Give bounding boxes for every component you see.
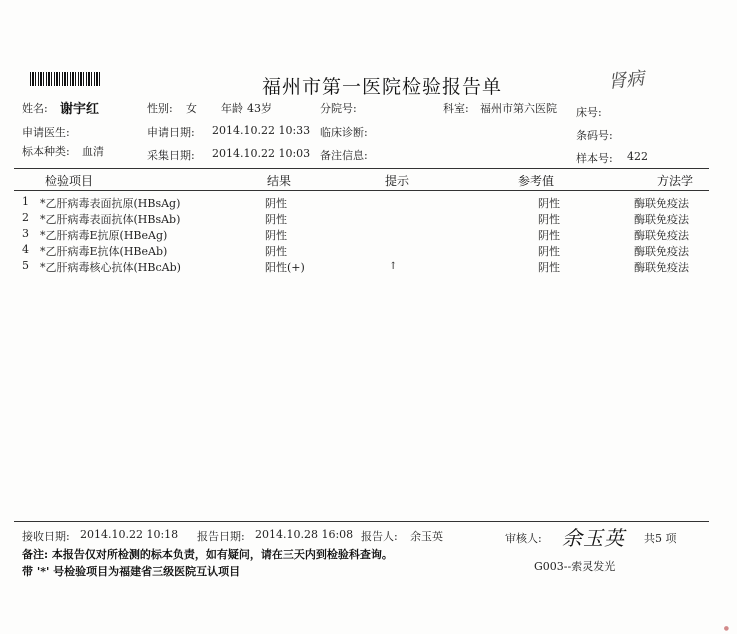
handwritten-note: 肾病 [607, 68, 646, 93]
row-method: 酶联免疫法 [634, 229, 689, 242]
collect-date: 2014.10.22 10:03 [212, 147, 311, 160]
row-item: *乙肝病毒核心抗体(HBcAb) [40, 261, 181, 274]
header-item: 检验项目 [45, 174, 94, 188]
row-result: 阴性 [265, 213, 287, 226]
header-reference: 参考值 [518, 174, 555, 188]
collect-date-label: 采集日期: [147, 149, 195, 162]
barcode-label: 条码号: [576, 129, 613, 142]
apply-date-label: 申请日期: [147, 126, 195, 139]
patient-age: 43岁 [247, 102, 272, 115]
row-number: 1 [22, 195, 29, 208]
row-item: *乙肝病毒表面抗体(HBsAb) [40, 213, 181, 226]
header-hint: 提示 [385, 174, 410, 188]
header-method: 方法学 [657, 174, 694, 188]
row-result: 阳性(+) [265, 261, 305, 274]
receive-date: 2014.10.22 10:18 [80, 528, 179, 541]
row-method: 酶联免疫法 [634, 213, 689, 226]
row-item: *乙肝病毒E抗体(HBeAb) [40, 245, 168, 258]
row-number: 2 [22, 211, 29, 224]
reporter-name: 余玉英 [410, 530, 443, 543]
doctor-label: 申请医生: [22, 126, 70, 139]
sample-number: 422 [627, 150, 648, 163]
reporter-label: 报告人: [361, 530, 398, 543]
specimen-value: 血清 [82, 145, 104, 158]
gender-label: 性别: [147, 102, 173, 115]
reviewer-signature: 余玉英 [562, 526, 625, 550]
sample-label: 样本号: [576, 152, 613, 165]
row-method: 酶联免疫法 [634, 197, 689, 210]
dept-label: 科室: [443, 102, 469, 115]
instrument-code: G003--索灵发光 [534, 560, 616, 573]
row-item: *乙肝病毒E抗原(HBeAg) [40, 229, 168, 242]
corner-watermark: ● [723, 625, 729, 632]
row-reference: 阴性 [538, 197, 560, 210]
row-reference: 阴性 [538, 213, 560, 226]
row-item: *乙肝病毒表面抗原(HBsAg) [40, 197, 181, 210]
report-title: 福州市第一医院检验报告单 [262, 76, 503, 98]
barcode [30, 72, 100, 86]
row-reference: 阴性 [538, 261, 560, 274]
receive-label: 接收日期: [22, 530, 70, 543]
row-result: 阴性 [265, 197, 287, 210]
age-label: 年龄 [221, 102, 243, 115]
header-result: 结果 [267, 174, 292, 188]
ward-label: 分院号: [320, 102, 357, 115]
row-method: 酶联免疫法 [634, 245, 689, 258]
up-arrow-icon: ↑ [389, 261, 398, 272]
total-count: 共5 项 [644, 532, 677, 545]
row-method: 酶联免疫法 [634, 261, 689, 274]
table-header-rule [14, 190, 709, 191]
row-result: 阴性 [265, 229, 287, 242]
apply-date: 2014.10.22 10:33 [212, 124, 311, 137]
patient-gender: 女 [186, 102, 197, 115]
row-result: 阴性 [265, 245, 287, 258]
dept-value: 福州市第六医院 [480, 102, 557, 115]
reviewer-label: 审核人: [505, 532, 542, 545]
remarks-label: 备注信息: [320, 149, 368, 162]
footer-note: 备注: 本报告仅对所检测的标本负责，如有疑问，请在三天内到检验科查询。 [22, 548, 393, 561]
patient-name: 谢宇红 [60, 102, 100, 117]
row-number: 4 [22, 243, 29, 256]
diagnosis-label: 临床诊断: [320, 126, 368, 139]
specimen-label: 标本种类: [22, 145, 70, 158]
table-top-rule [14, 168, 709, 169]
footer-note-mutual: 带 '*' 号检验项目为福建省三级医院互认项目 [22, 565, 241, 578]
row-reference: 阴性 [538, 245, 560, 258]
bed-label: 床号: [576, 106, 602, 119]
row-reference: 阴性 [538, 229, 560, 242]
row-number: 5 [22, 259, 29, 272]
report-date: 2014.10.28 16:08 [255, 528, 354, 541]
name-label: 姓名: [22, 102, 48, 115]
row-number: 3 [22, 227, 29, 240]
report-date-label: 报告日期: [197, 530, 245, 543]
